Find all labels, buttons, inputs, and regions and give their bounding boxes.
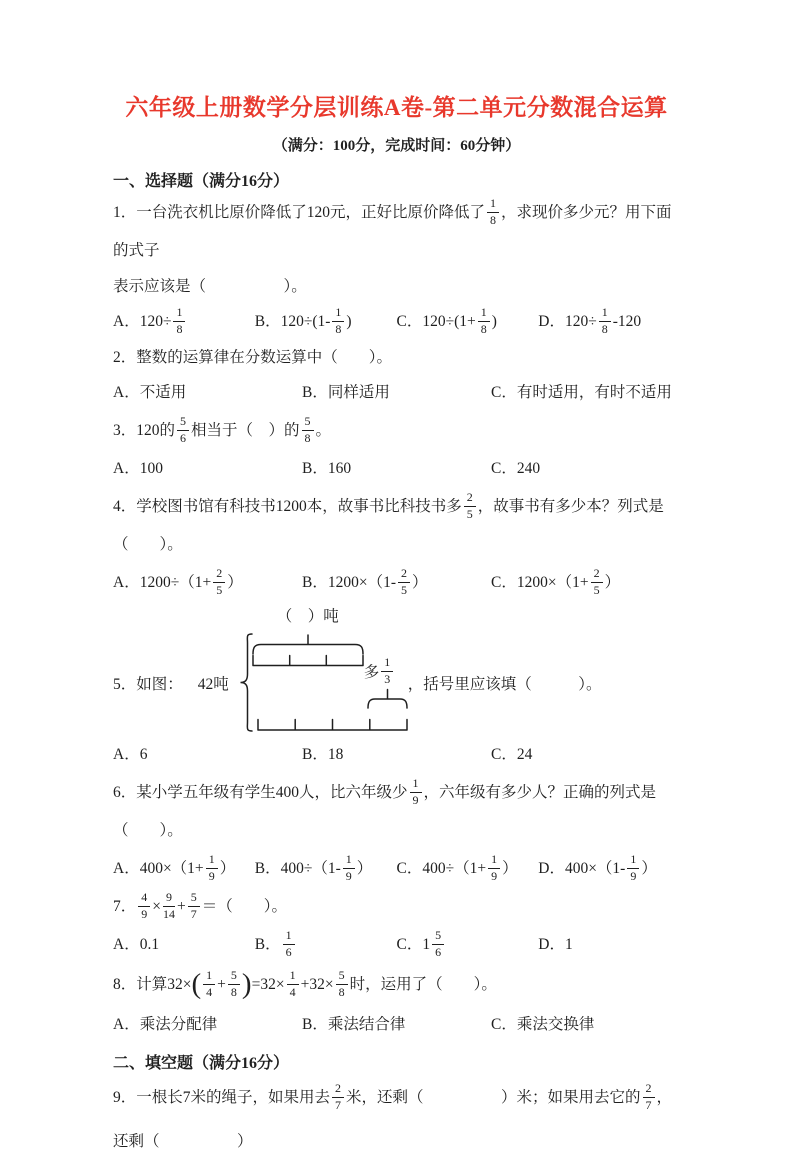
section-1-heading: 一、选择题（满分16分）	[113, 173, 290, 190]
fraction: $\frac{1}{8}$	[478, 306, 490, 337]
question-2-option-c: C．有时适用，有时不适用	[491, 384, 672, 401]
question-5-row	[113, 604, 680, 736]
question-2-options	[113, 374, 680, 412]
fraction: $\frac{2}{5}$	[398, 567, 410, 598]
fraction: $\frac{1}{9}$	[488, 853, 500, 884]
question-1-options	[113, 303, 680, 341]
diagram-more-label: 多 $\frac{1}{3}$	[364, 657, 396, 688]
fraction: $\frac{2}{5}$	[591, 567, 603, 598]
question-1-option-c: C．120÷(1+ $\frac{1}{8}$ )	[396, 305, 497, 336]
fraction: $\frac{5}{7}$	[188, 891, 200, 922]
question-3-option-b: B．160	[302, 460, 352, 477]
question-6-option-b: B．400÷（1- $\frac{1}{9}$ ）	[254, 852, 373, 883]
diagram-top-label: （ ）吨	[276, 608, 339, 625]
question-7-options	[113, 926, 680, 964]
fraction: $\frac{5}{8}$	[228, 969, 240, 1000]
fraction: $\frac{1}{8}$	[332, 306, 344, 337]
big-paren: )	[241, 968, 252, 1001]
question-7-option-c: C．1 $\frac{5}{6}$	[397, 926, 539, 964]
diagram-small-brace	[368, 690, 407, 709]
question-6-option-a: A．400×（1+ $\frac{1}{9}$ ）	[113, 852, 236, 883]
question-1-option-a: A．120÷ $\frac{1}{8}$	[113, 303, 255, 341]
question-5-suffix: ，括号里应该填（ ）。	[407, 676, 602, 693]
question-8-option-c: C．乘法交换律	[491, 1016, 595, 1033]
question-3-options	[113, 450, 680, 488]
fraction: $\frac{2}{7}$	[332, 1082, 344, 1113]
question-7-text: 7． $\frac{4}{9}$ × $\frac{9}{14}$ + $\frac{5}{7}$ ＝（ ）。	[113, 890, 288, 921]
fraction: $\frac{2}{7}$	[643, 1082, 655, 1113]
fraction: $\frac{4}{9}$	[138, 891, 150, 922]
fraction: $\frac{1}{4}$	[203, 969, 215, 1000]
question-3-option-c: C．240	[491, 460, 541, 477]
question-4-option-c: C．1200×（1+ $\frac{2}{5}$ ）	[491, 566, 621, 597]
fraction: $\frac{1}{4}$	[287, 969, 299, 1000]
section-2-heading: 二、填空题（满分16分）	[113, 1055, 290, 1072]
question-8-option-b: B．乘法结合律	[302, 1016, 406, 1033]
question-6-options	[113, 850, 680, 888]
question-1-option-b: B．120÷(1- $\frac{1}{8}$ )	[254, 305, 352, 336]
question-5-intro: 5．如图：	[113, 676, 183, 693]
question-5-option-c: C．24	[491, 746, 533, 763]
diagram-top-brace	[253, 635, 363, 654]
question-4-text: 4．学校图书馆有科技书1200本，故事书比科技书多 $\frac{2}{5}$ ，故事书有多少本？列式是（ ）。	[113, 490, 664, 553]
question-3-text: 3．120的 $\frac{5}{6}$ 相当于（ ）的 $\frac{5}{8}$ 。	[113, 414, 332, 445]
fraction: $\frac{9}{14}$	[163, 890, 176, 921]
fraction: $\frac{1}{8}$	[487, 197, 499, 228]
big-paren: (	[191, 968, 202, 1001]
fraction: $\frac{2}{5}$	[213, 567, 225, 598]
fraction: $\frac{1}{9}$	[206, 853, 218, 884]
question-5-diagram	[238, 604, 408, 736]
fraction: $\frac{1}{3}$	[381, 656, 393, 687]
diagram-bottom-segment-line	[258, 720, 407, 731]
question-7-option-b: B． $\frac{1}{6}$	[255, 926, 397, 964]
fraction: $\frac{1}{8}$	[173, 306, 185, 337]
diagram-top-segment-line	[253, 656, 363, 666]
question-2-option-a: A．不适用	[113, 384, 187, 401]
fraction: $\frac{1}{9}$	[627, 853, 639, 884]
diagram-total-label: 42吨	[197, 676, 229, 693]
question-5-option-a: A．6	[113, 746, 148, 763]
question-1-line-1: 1．一台洗衣机比原价降低了120元，正好比原价降低了 $\frac{1}{8}$ ，求现价多少元？用下面的式子	[113, 196, 672, 259]
question-8-option-a: A．乘法分配律	[113, 1016, 218, 1033]
question-1-line-2: 表示应该是（ ）。	[113, 278, 307, 295]
question-6-option-d: D．400×（1- $\frac{1}{9}$ ）	[538, 852, 657, 883]
fraction: $\frac{1}{6}$	[283, 929, 295, 960]
question-5-options	[113, 736, 680, 774]
question-4-option-a: A．1200÷（1+ $\frac{2}{5}$ ）	[113, 566, 243, 597]
question-5-option-b: B．18	[302, 746, 344, 763]
fraction: $\frac{5}{6}$	[177, 415, 189, 446]
question-6-option-c: C．400÷（1+ $\frac{1}{9}$ ）	[396, 852, 518, 883]
fraction: $\frac{2}{5}$	[464, 491, 476, 522]
question-6-text: 6．某小学五年级有学生400人，比六年级少 $\frac{1}{9}$ ，六年级有多少人？正确的列式是（ ）。	[113, 776, 657, 839]
fraction: $\frac{5}{6}$	[432, 929, 444, 960]
question-3-option-a: A．100	[113, 460, 163, 477]
question-4-option-b: B．1200×（1- $\frac{2}{5}$ ）	[302, 566, 428, 597]
fraction: $\frac{5}{8}$	[302, 415, 314, 446]
fraction: $\frac{1}{8}$	[599, 306, 611, 337]
question-7-option-d: D．1	[538, 936, 573, 953]
question-8-options	[113, 1006, 680, 1044]
question-4-options	[113, 564, 680, 602]
question-2-text: 2．整数的运算律在分数运算中（ ）。	[113, 349, 393, 366]
fraction: $\frac{5}{8}$	[336, 969, 348, 1000]
diagram-left-brace	[240, 634, 252, 731]
fraction: $\frac{1}{9}$	[343, 853, 355, 884]
page-subtitle: （满分：100分，完成时间：60分钟）	[272, 138, 521, 154]
question-8-text: 8．计算32×( $\frac{1}{4}$ + $\frac{5}{8}$ )=32× $\frac{1}{4}$ +32× $\frac{5}{8}$ 时，运用了（ ）。	[113, 968, 497, 1001]
question-7-option-a: A．0.1	[113, 936, 160, 953]
question-9-text: 9．一根长7米的绳子，如果用去 $\frac{2}{7}$ 米，还剩（ ）米；如果用去它的 $\frac{2}{7}$ ，还剩（ ）	[113, 1081, 673, 1150]
page-title: 六年级上册数学分层训练A卷-第二单元分数混合运算	[125, 95, 668, 120]
question-1-option-d: D．120÷ $\frac{1}{8}$ -120	[538, 305, 642, 336]
question-2-option-b: B．同样适用	[302, 384, 390, 401]
fraction: $\frac{1}{9}$	[410, 777, 422, 808]
